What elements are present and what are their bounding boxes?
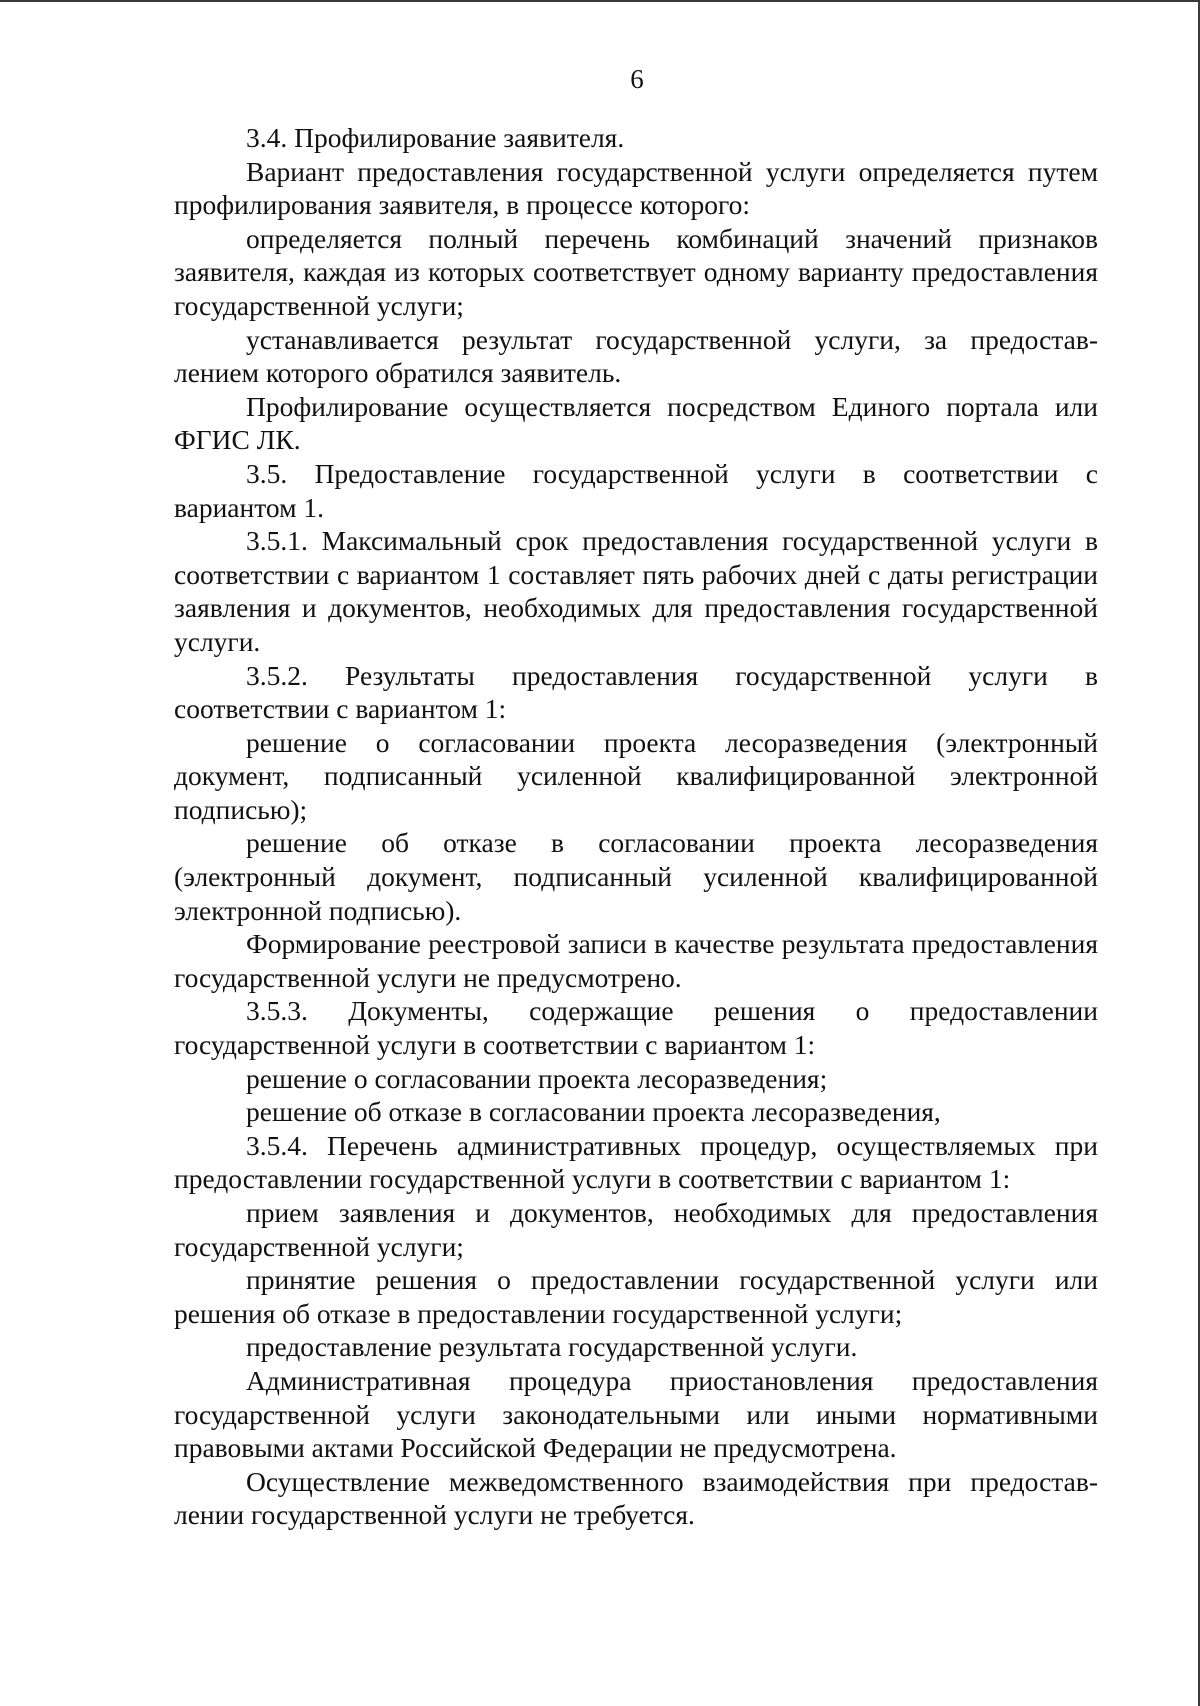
paragraph-approval-decision: решение о согласовании проекта лесоразведения (электронный документ, подписанный усиленной квалифицированной электронной подписью); [174,726,1098,825]
paragraph-section-3-5-heading: 3.5. Предоставление государственной услуги в соответствии с вариантом 1. [174,457,1098,523]
paragraph-section-3-4-heading: 3.4. Профилирование заявителя. [246,122,625,153]
paragraph-variant-determination: Вариант предоставления государственной услуги определяется путем профилирования заявителя, в процессе которого: [174,155,1098,221]
paragraph-result-established: устанавливается результат государственной услуги, за предостав-лением которого обратился заявитель. [174,323,1098,389]
paragraph-registry-record: Формирование реестровой записи в качестве результата предоставления государственной услуги не предусмотрено. [174,928,1098,993]
page-number: 6 [630,64,644,94]
paragraph-section-3-5-1: 3.5.1. Максимальный срок предоставления государственной услуги в соответствии с вариантом 1 составляет пять рабочих дней с даты регистрации заявления и документов, необходимых для предоставления государственной услуги. [174,525,1098,657]
scan-edge-top [0,0,1200,2]
document-body [174,121,1098,1532]
paragraph-section-3-5-3: 3.5.3. Документы, содержащие решения о предоставлении государственной услуги в соответствии с вариантом 1: [174,995,1098,1061]
paragraph-refusal-decision: решение об отказе в согласовании проекта лесоразведения (электронный документ, подписанный усиленной квалифицированной электронной подписью). [174,827,1098,926]
paragraph-procedure-reception: прием заявления и документов, необходимых для предоставления государственной услуги; [174,1197,1098,1262]
paragraph-combinations-list: определяется полный перечень комбинаций значений признаков заявителя, каждая из которых соответствует одному варианту предоставления государственной услуги; [174,222,1098,321]
paragraph-interagency-interaction: Осуществление межведомственного взаимодействия при предостав-лении государственной услуги не требуется. [174,1465,1098,1531]
paragraph-procedure-decision: принятие решения о предоставлении государственной услуги или решения об отказе в предоставлении государственной услуги; [174,1264,1098,1329]
paragraph-procedure-result: предоставление результата государственной услуги. [246,1331,858,1363]
paragraph-approval-document: решение о согласовании проекта лесоразведения; [246,1062,828,1094]
paragraph-profiling-channel: Профилирование осуществляется посредством Единого портала или ФГИС ЛК. [174,390,1098,456]
paragraph-refusal-document: решение об отказе в согласовании проекта лесоразведения, [246,1096,941,1128]
paragraph-section-3-5-2: 3.5.2. Результаты предоставления государственной услуги в соответствии с вариантом 1: [174,659,1098,725]
paragraph-section-3-5-4: 3.5.4. Перечень административных процедур, осуществляемых при предоставлении государственной услуги в соответствии с вариантом 1: [174,1129,1098,1195]
paragraph-suspension-procedure: Административная процедура приостановления предоставления государственной услуги законодательными или иными нормативными правовыми актами Российской Федерации не предусмотрена. [174,1364,1098,1464]
